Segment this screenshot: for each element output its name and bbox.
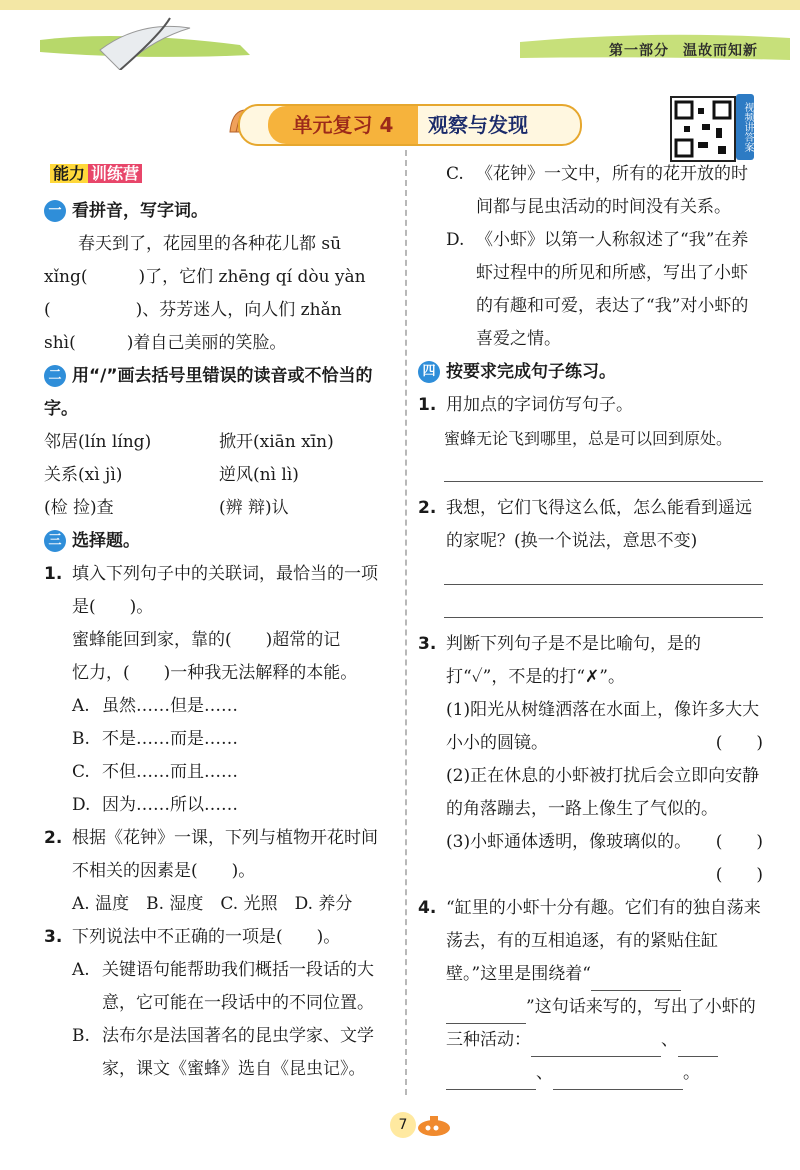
question-3-1 [44,558,394,822]
option-text: 不但……而且…… [102,762,238,782]
question-text: “缸里的小虾十分有趣。它们有的独自荡来荡去，有的互相追逐，有的紧贴住缸壁。”这里是围绕着“ [446,898,761,984]
option[interactable] [446,158,763,224]
option[interactable] [446,224,763,356]
option-key: A. [72,696,90,716]
s1-line-3[interactable]: ( )、芬芳迷人，向人们 zhǎn [44,300,342,320]
part-label: 第一部分 [609,43,669,59]
section-3-number: 三 [44,530,66,552]
question-number: 2. [44,828,63,848]
option-text: 《小虾》以第一人称叙述了“我”在养虾过程中的所见和所感，写出了小虾的有趣和可爱，表达了“我”对小虾的喜爱之情。 [476,230,749,349]
unit-topic: 观察与发现 [428,113,528,137]
separator: 、 [536,1063,553,1083]
option[interactable] [72,954,394,1020]
option-text: 不是……而是…… [102,729,238,749]
question-stem: 用加点的字词仿写句子。 [446,395,633,415]
judge-blank[interactable]: ( ) [715,832,763,852]
option-key: D. [72,795,91,815]
s2-item[interactable]: 邻居(lín líng) [44,432,152,452]
answer-line[interactable] [444,595,763,618]
answer-blank[interactable] [446,1003,526,1024]
judge-item [446,694,763,760]
model-sentence: 蜜蜂无论飞到哪里，总是可以回到原处。 [444,429,733,448]
section-2-title: 用“/”画去括号里错误的读音或不恰当的字。 [44,366,373,419]
question-stem: 下列说法中不正确的一项是( )。 [72,927,341,947]
question-number: 1. [44,564,63,584]
section-badge [44,158,394,191]
right-column [418,158,763,1090]
qr-caption: 视频讲答案 [736,94,754,160]
s2-item[interactable]: (辨 辩)认 [219,498,289,518]
column-divider [405,150,407,1095]
badge-a: 能力 [50,164,88,183]
question-number: 2. [418,498,437,518]
section-4-heading [418,356,763,389]
question-sentence: 忆力，( )一种我无法解释的本能。 [72,663,358,683]
answer-line[interactable] [444,562,763,585]
judge-text: (2)正在休息的小虾被打扰后会立即向安静的角落蹦去，一路上像生了气似的。 [446,766,760,819]
option[interactable] [72,690,394,723]
option-key: C. [446,164,464,184]
question-3-3 [44,921,394,1086]
question-text: ”这句话来写的，写出了小虾的三种活动： [446,997,756,1050]
option-key: B. [72,729,90,749]
option[interactable] [72,1020,394,1086]
answer-line[interactable] [444,459,763,482]
header-title [609,40,758,60]
question-4-1 [418,389,763,422]
page-number: 7 [390,1112,416,1138]
judge-text: (1)阳光从树缝洒落在水面上，像许多大大小小的圆镜。 [446,700,760,753]
s2-row [44,492,394,525]
question-stem: 根据《花钟》一课，下列与植物开花时间不相关的因素是( )。 [72,828,378,881]
answer-blank[interactable] [678,1036,718,1057]
option-text: 关键语句能帮助我们概括一段话的大意，它可能在一段话中的不同位置。 [102,960,374,1013]
question-number: 3. [44,927,63,947]
question-stem: 我想，它们飞得这么低，怎么能看到遥远的家呢？(换一个说法，意思不变) [446,498,752,551]
s2-item[interactable]: 关系(xì jì) [44,465,123,485]
section-3-heading [44,525,394,558]
question-number: 3. [418,634,437,654]
section-label: 温故而知新 [683,43,758,59]
unit-label: 单元复习 4 [268,106,418,144]
end-mark: 。 [683,1063,700,1083]
question-sentence: 蜜蜂能回到家，靠的( )超常的记 [72,630,341,650]
section-4-title: 按要求完成句子练习。 [446,362,616,382]
s1-line-4[interactable]: shì( )着自己美丽的笑脸。 [44,333,287,353]
s2-item[interactable]: 逆风(nì lì) [219,465,299,485]
option-text: 《花钟》一文中，所有的花开放的时间都与昆虫活动的时间没有关系。 [476,164,748,217]
answer-blank[interactable] [446,1069,536,1090]
question-3-3-cont [418,158,763,356]
qr-code-icon [670,96,736,162]
section-3-title: 选择题。 [72,531,140,551]
left-column [44,158,394,1086]
section-1-number: 一 [44,200,66,222]
badge-b: 训练营 [88,164,142,183]
option[interactable] [72,723,394,756]
question-number: 4. [418,898,437,918]
answer-blank[interactable] [591,970,681,991]
option-key: B. [72,1026,90,1046]
s1-line-1: 春天到了，花园里的各种花儿都 sū [78,234,342,254]
question-3-2 [44,822,394,921]
answer-blank[interactable] [553,1069,683,1090]
question-options[interactable]: A. 温度 B. 湿度 C. 光照 D. 养分 [72,894,353,914]
option-text: 因为……所以…… [102,795,238,815]
judge-text: (3)小虾通体透明，像玻璃似的。 [446,832,692,852]
question-4-3 [418,628,763,892]
submarine-icon [414,1112,454,1138]
question-number: 1. [418,395,437,415]
s2-item[interactable]: (检 捡)查 [44,498,114,518]
option-text: 虽然……但是…… [102,696,238,716]
question-4-2 [418,492,763,558]
question-stem: 判断下列句子是不是比喻句，是的打“✓”，不是的打“✗”。 [446,634,701,687]
answer-blank[interactable] [531,1036,661,1057]
option-key: C. [72,762,90,782]
s2-row [44,426,394,459]
unit-title [238,104,582,146]
section-1-title: 看拼音，写字词。 [72,201,208,221]
section-2-number: 二 [44,365,66,387]
option[interactable] [72,756,394,789]
option-key: A. [72,960,90,980]
section-4-number: 四 [418,361,440,383]
question-4-4 [418,892,763,1090]
section-2-heading [44,360,394,426]
s1-line-2[interactable]: xǐng( )了，它们 zhēng qí dòu yàn [44,267,366,287]
s2-item[interactable]: 掀开(xiān xīn) [219,432,334,452]
option-key: D. [446,230,465,250]
s2-row [44,459,394,492]
separator: 、 [661,1030,678,1050]
option-text: 法布尔是法国著名的昆虫学家、文学家，课文《蜜蜂》选自《昆虫记》。 [102,1026,374,1079]
option[interactable] [72,789,394,822]
judge-blank[interactable]: ( ) [715,733,763,753]
judge-blank[interactable]: ( ) [715,865,763,885]
question-stem: 填入下列句子中的关联词，最恰当的一项是( )。 [72,564,378,617]
section-1-heading [44,195,394,228]
